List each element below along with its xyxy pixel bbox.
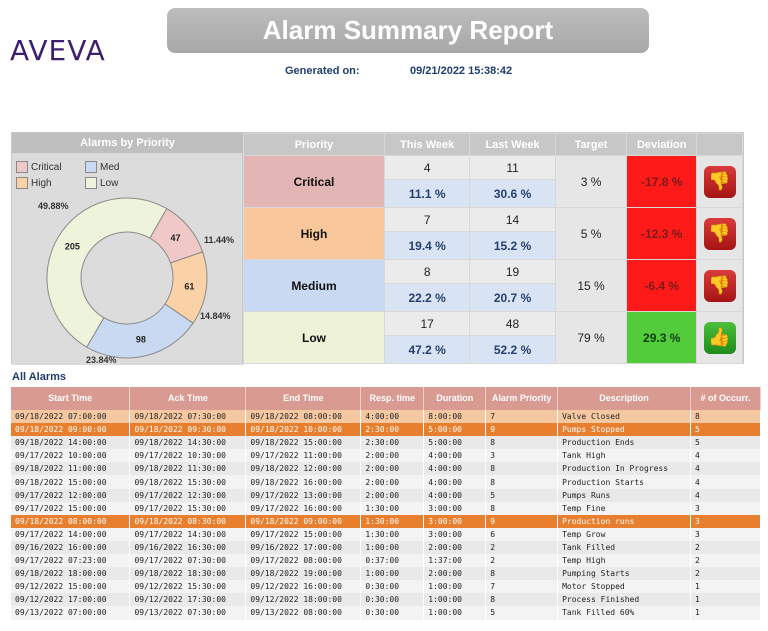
cell-end-time: 09/17/2022 13:00:00 bbox=[246, 489, 361, 502]
cell-duration: 5:00:00 bbox=[424, 436, 486, 449]
cell-duration: 5:00:00 bbox=[424, 423, 486, 436]
kpi-thumb-cell-low bbox=[697, 312, 743, 364]
cell-occurrences: 3 bbox=[691, 515, 761, 528]
generated-value: 09/21/2022 15:38:42 bbox=[410, 65, 513, 77]
kpi-thumb-cell-critical bbox=[697, 156, 743, 208]
cell-occurrences: 5 bbox=[691, 436, 761, 449]
table-row[interactable] bbox=[11, 449, 761, 462]
cell-resp-time: 1:30:00 bbox=[361, 502, 424, 515]
pie-value-critical: 47 bbox=[170, 232, 181, 243]
cell-resp-time: 0:30:00 bbox=[361, 593, 424, 606]
cell-start-time: 09/13/2022 07:00:00 bbox=[11, 606, 130, 619]
legend-item-critical bbox=[16, 161, 62, 173]
kpi-header-deviation: Deviation bbox=[627, 134, 697, 156]
thumbs-down-icon[interactable]: 👎 bbox=[704, 218, 736, 250]
cell-start-time: 09/18/2022 09:00:00 bbox=[11, 423, 130, 436]
pct-label-low: 49.88% bbox=[38, 201, 69, 211]
cell-duration: 1:00:00 bbox=[424, 580, 486, 593]
col-description: Description bbox=[558, 387, 691, 410]
cell-alarm-priority: 9 bbox=[486, 515, 558, 528]
col-ack-time: Ack Time bbox=[130, 387, 246, 410]
cell-duration: 8:00:00 bbox=[424, 410, 486, 423]
cell-occurrences: 2 bbox=[691, 554, 761, 567]
pct-label-critical: 11.44% bbox=[204, 235, 235, 245]
cell-resp-time: 1:00:00 bbox=[361, 567, 424, 580]
table-row[interactable] bbox=[11, 502, 761, 515]
cell-duration: 4:00:00 bbox=[424, 462, 486, 475]
cell-ack-time: 09/18/2022 14:30:00 bbox=[130, 436, 246, 449]
cell-description: Production Ends bbox=[558, 436, 691, 449]
table-row[interactable] bbox=[11, 554, 761, 567]
kpi-deviation-critical: -17.8 % bbox=[627, 156, 697, 208]
cell-end-time: 09/18/2022 19:00:00 bbox=[246, 567, 361, 580]
cell-start-time: 09/17/2022 10:00:00 bbox=[11, 449, 130, 462]
cell-start-time: 09/18/2022 14:00:00 bbox=[11, 436, 130, 449]
kpi-last-count-high: 14 bbox=[470, 208, 555, 232]
cell-alarm-priority: 2 bbox=[486, 554, 558, 567]
cell-description: Tank Filled bbox=[558, 541, 691, 554]
kpi-header-priority: Priority bbox=[244, 134, 385, 156]
kpi-this-count-low: 17 bbox=[384, 312, 469, 336]
kpi-row-high bbox=[244, 208, 743, 232]
generated-label: Generated on: bbox=[285, 65, 360, 77]
kpi-this-count-critical: 4 bbox=[384, 156, 469, 180]
cell-duration: 1:37:00 bbox=[424, 554, 486, 567]
cell-occurrences: 8 bbox=[691, 410, 761, 423]
kpi-target-critical: 3 % bbox=[555, 156, 627, 208]
pie-value-low: 205 bbox=[64, 241, 80, 252]
legend-item-high bbox=[16, 177, 52, 189]
cell-start-time: 09/17/2022 07:23:00 bbox=[11, 554, 130, 567]
cell-description: Temp High bbox=[558, 554, 691, 567]
kpi-target-medium: 15 % bbox=[555, 260, 627, 312]
cell-start-time: 09/18/2022 15:00:00 bbox=[11, 475, 130, 488]
cell-alarm-priority: 8 bbox=[486, 462, 558, 475]
cell-end-time: 09/12/2022 16:00:00 bbox=[246, 580, 361, 593]
cell-occurrences: 2 bbox=[691, 541, 761, 554]
cell-ack-time: 09/18/2022 15:30:00 bbox=[130, 475, 246, 488]
alarms-header-row bbox=[11, 387, 761, 410]
cell-resp-time: 2:00:00 bbox=[361, 489, 424, 502]
kpi-this-count-high: 7 bbox=[384, 208, 469, 232]
cell-start-time: 09/18/2022 07:00:00 bbox=[11, 410, 130, 423]
cell-start-time: 09/12/2022 17:00:00 bbox=[11, 593, 130, 606]
table-row[interactable] bbox=[11, 410, 761, 423]
kpi-header-row bbox=[244, 134, 743, 156]
cell-start-time: 09/18/2022 11:00:00 bbox=[11, 462, 130, 475]
cell-end-time: 09/18/2022 09:00:00 bbox=[246, 515, 361, 528]
kpi-this-pct-medium: 22.2 % bbox=[384, 284, 469, 312]
cell-duration: 4:00:00 bbox=[424, 449, 486, 462]
kpi-last-count-medium: 19 bbox=[470, 260, 555, 284]
legend-label-critical: Critical bbox=[31, 161, 62, 173]
cell-end-time: 09/18/2022 12:00:00 bbox=[246, 462, 361, 475]
cell-description: Production Starts bbox=[558, 475, 691, 488]
kpi-row-medium bbox=[244, 260, 743, 284]
kpi-row-low bbox=[244, 312, 743, 336]
cell-alarm-priority: 6 bbox=[486, 528, 558, 541]
cell-resp-time: 2:30:00 bbox=[361, 436, 424, 449]
cell-occurrences: 1 bbox=[691, 593, 761, 606]
cell-end-time: 09/17/2022 15:00:00 bbox=[246, 528, 361, 541]
col-start-time: Start Time bbox=[11, 387, 130, 410]
cell-occurrences: 4 bbox=[691, 449, 761, 462]
cell-ack-time: 09/12/2022 15:30:00 bbox=[130, 580, 246, 593]
kpi-priority-critical: Critical bbox=[244, 156, 385, 208]
kpi-target-low: 79 % bbox=[555, 312, 627, 364]
kpi-priority-low: Low bbox=[244, 312, 385, 364]
cell-description: Pumping Starts bbox=[558, 567, 691, 580]
cell-start-time: 09/18/2022 08:00:00 bbox=[11, 515, 130, 528]
table-row[interactable] bbox=[11, 462, 761, 475]
cell-description: Temp Fine bbox=[558, 502, 691, 515]
cell-ack-time: 09/18/2022 08:30:00 bbox=[130, 515, 246, 528]
cell-description: Process Finished bbox=[558, 593, 691, 606]
kpi-header-this-week: This Week bbox=[384, 134, 469, 156]
thumbs-down-icon[interactable]: 👎 bbox=[704, 166, 736, 198]
cell-ack-time: 09/12/2022 17:30:00 bbox=[130, 593, 246, 606]
table-row[interactable] bbox=[11, 593, 761, 606]
cell-alarm-priority: 9 bbox=[486, 423, 558, 436]
thumbs-down-icon[interactable]: 👎 bbox=[704, 270, 736, 302]
legend-label-low: Low bbox=[100, 177, 119, 189]
table-row[interactable] bbox=[11, 606, 761, 619]
cell-occurrences: 4 bbox=[691, 489, 761, 502]
cell-ack-time: 09/18/2022 07:30:00 bbox=[130, 410, 246, 423]
cell-alarm-priority: 5 bbox=[486, 606, 558, 619]
cell-end-time: 09/17/2022 11:00:00 bbox=[246, 449, 361, 462]
kpi-this-pct-high: 19.4 % bbox=[384, 232, 469, 260]
cell-start-time: 09/18/2022 18:00:00 bbox=[11, 567, 130, 580]
cell-resp-time: 1:30:00 bbox=[361, 515, 424, 528]
kpi-last-pct-low: 52.2 % bbox=[470, 336, 555, 364]
cell-ack-time: 09/18/2022 11:30:00 bbox=[130, 462, 246, 475]
cell-resp-time: 4:00:00 bbox=[361, 410, 424, 423]
kpi-row-critical bbox=[244, 156, 743, 180]
cell-occurrences: 3 bbox=[691, 502, 761, 515]
legend-item-med bbox=[85, 161, 119, 173]
col-occurrences: # of Occurr. bbox=[691, 387, 761, 410]
cell-ack-time: 09/17/2022 14:30:00 bbox=[130, 528, 246, 541]
all-alarms-title: All Alarms bbox=[12, 371, 67, 383]
cell-resp-time: 2:30:00 bbox=[361, 423, 424, 436]
kpi-this-count-medium: 8 bbox=[384, 260, 469, 284]
cell-alarm-priority: 8 bbox=[486, 436, 558, 449]
cell-alarm-priority: 2 bbox=[486, 541, 558, 554]
cell-end-time: 09/18/2022 08:00:00 bbox=[246, 410, 361, 423]
cell-occurrences: 2 bbox=[691, 567, 761, 580]
cell-occurrences: 4 bbox=[691, 475, 761, 488]
kpi-last-count-low: 48 bbox=[470, 312, 555, 336]
cell-description: Tank High bbox=[558, 449, 691, 462]
kpi-target-high: 5 % bbox=[555, 208, 627, 260]
table-row[interactable] bbox=[11, 580, 761, 593]
cell-resp-time: 0:30:00 bbox=[361, 606, 424, 619]
summary-panel bbox=[11, 132, 744, 364]
kpi-last-count-critical: 11 bbox=[470, 156, 555, 180]
table-row[interactable] bbox=[11, 489, 761, 502]
kpi-this-pct-critical: 11.1 % bbox=[384, 180, 469, 208]
cell-end-time: 09/12/2022 18:00:00 bbox=[246, 593, 361, 606]
kpi-thumb-cell-high bbox=[697, 208, 743, 260]
cell-alarm-priority: 5 bbox=[486, 489, 558, 502]
cell-duration: 4:00:00 bbox=[424, 489, 486, 502]
cell-description: Pumps Runs bbox=[558, 489, 691, 502]
kpi-priority-high: High bbox=[244, 208, 385, 260]
cell-ack-time: 09/17/2022 07:30:00 bbox=[130, 554, 246, 567]
kpi-last-pct-medium: 20.7 % bbox=[470, 284, 555, 312]
col-duration: Duration bbox=[424, 387, 486, 410]
pct-label-high: 14.84% bbox=[200, 311, 231, 321]
kpi-last-pct-high: 15.2 % bbox=[470, 232, 555, 260]
cell-ack-time: 09/13/2022 07:30:00 bbox=[130, 606, 246, 619]
cell-end-time: 09/18/2022 16:00:00 bbox=[246, 475, 361, 488]
cell-occurrences: 4 bbox=[691, 462, 761, 475]
kpi-deviation-medium: -6.4 % bbox=[627, 260, 697, 312]
all-alarms-table bbox=[11, 387, 761, 620]
pie-chart-title: Alarms by Priority bbox=[12, 133, 243, 153]
kpi-thumb-cell-medium bbox=[697, 260, 743, 312]
pct-label-med: 23.84% bbox=[86, 355, 117, 365]
cell-resp-time: 2:00:00 bbox=[361, 475, 424, 488]
donut-chart bbox=[42, 193, 212, 363]
kpi-header-last-week: Last Week bbox=[470, 134, 555, 156]
cell-ack-time: 09/16/2022 16:30:00 bbox=[130, 541, 246, 554]
kpi-header-target: Target bbox=[555, 134, 627, 156]
cell-duration: 3:00:00 bbox=[424, 502, 486, 515]
cell-duration: 1:00:00 bbox=[424, 593, 486, 606]
table-row[interactable] bbox=[11, 436, 761, 449]
cell-resp-time: 1:00:00 bbox=[361, 541, 424, 554]
cell-resp-time: 2:00:00 bbox=[361, 449, 424, 462]
legend-swatch-med bbox=[85, 161, 97, 173]
thumbs-up-icon[interactable]: 👍 bbox=[704, 322, 736, 354]
pie-value-med: 98 bbox=[135, 334, 146, 345]
cell-ack-time: 09/17/2022 10:30:00 bbox=[130, 449, 246, 462]
priority-kpi-table bbox=[243, 133, 743, 364]
cell-start-time: 09/17/2022 12:00:00 bbox=[11, 489, 130, 502]
pie-slice-med bbox=[87, 304, 193, 358]
cell-end-time: 09/13/2022 08:00:00 bbox=[246, 606, 361, 619]
cell-alarm-priority: 8 bbox=[486, 567, 558, 580]
cell-ack-time: 09/18/2022 09:30:00 bbox=[130, 423, 246, 436]
cell-alarm-priority: 3 bbox=[486, 449, 558, 462]
cell-duration: 3:00:00 bbox=[424, 515, 486, 528]
kpi-deviation-low: 29.3 % bbox=[627, 312, 697, 364]
cell-occurrences: 1 bbox=[691, 580, 761, 593]
table-row[interactable] bbox=[11, 567, 761, 580]
cell-description: Pumps Stopped bbox=[558, 423, 691, 436]
cell-alarm-priority: 8 bbox=[486, 502, 558, 515]
cell-resp-time: 2:00:00 bbox=[361, 462, 424, 475]
cell-resp-time: 0:37:00 bbox=[361, 554, 424, 567]
kpi-this-pct-low: 47.2 % bbox=[384, 336, 469, 364]
cell-alarm-priority: 8 bbox=[486, 475, 558, 488]
cell-duration: 1:00:00 bbox=[424, 606, 486, 619]
legend-label-high: High bbox=[31, 177, 52, 189]
cell-ack-time: 09/17/2022 12:30:00 bbox=[130, 489, 246, 502]
cell-ack-time: 09/17/2022 15:30:00 bbox=[130, 502, 246, 515]
cell-resp-time: 0:30:00 bbox=[361, 580, 424, 593]
legend-label-med: Med bbox=[100, 161, 120, 173]
report-title-banner bbox=[167, 8, 649, 53]
cell-start-time: 09/17/2022 15:00:00 bbox=[11, 502, 130, 515]
cell-start-time: 09/16/2022 16:00:00 bbox=[11, 541, 130, 554]
col-end-time: End Time bbox=[246, 387, 361, 410]
cell-description: Valve Closed bbox=[558, 410, 691, 423]
table-row[interactable] bbox=[11, 515, 761, 528]
table-row[interactable] bbox=[11, 423, 761, 436]
cell-end-time: 09/16/2022 17:00:00 bbox=[246, 541, 361, 554]
cell-occurrences: 5 bbox=[691, 423, 761, 436]
cell-description: Temp Grow bbox=[558, 528, 691, 541]
cell-duration: 2:00:00 bbox=[424, 541, 486, 554]
col-resp-time: Resp. time bbox=[361, 387, 424, 410]
cell-description: Production In Progress bbox=[558, 462, 691, 475]
cell-alarm-priority: 7 bbox=[486, 410, 558, 423]
cell-duration: 4:00:00 bbox=[424, 475, 486, 488]
col-alarm-priority: Alarm Priority bbox=[486, 387, 558, 410]
table-row[interactable] bbox=[11, 528, 761, 541]
cell-occurrences: 1 bbox=[691, 606, 761, 619]
cell-duration: 3:00:00 bbox=[424, 528, 486, 541]
kpi-header-thumb bbox=[697, 134, 743, 156]
cell-end-time: 09/17/2022 08:00:00 bbox=[246, 554, 361, 567]
pie-value-high: 61 bbox=[184, 281, 195, 292]
aveva-logo: AVEVA bbox=[10, 34, 106, 67]
kpi-priority-medium: Medium bbox=[244, 260, 385, 312]
cell-start-time: 09/12/2022 15:00:00 bbox=[11, 580, 130, 593]
legend-item-low bbox=[85, 177, 118, 189]
table-row[interactable] bbox=[11, 541, 761, 554]
legend-swatch-low bbox=[85, 177, 97, 189]
cell-end-time: 09/18/2022 10:00:00 bbox=[246, 423, 361, 436]
cell-end-time: 09/17/2022 16:00:00 bbox=[246, 502, 361, 515]
pie-chart-panel bbox=[12, 133, 243, 365]
cell-description: Production runs bbox=[558, 515, 691, 528]
cell-description: Tank Filled 60% bbox=[558, 606, 691, 619]
cell-description: Motor Stopped bbox=[558, 580, 691, 593]
cell-alarm-priority: 8 bbox=[486, 593, 558, 606]
kpi-last-pct-critical: 30.6 % bbox=[470, 180, 555, 208]
report-title: Alarm Summary Report bbox=[262, 15, 554, 45]
cell-end-time: 09/18/2022 15:00:00 bbox=[246, 436, 361, 449]
cell-start-time: 09/17/2022 14:00:00 bbox=[11, 528, 130, 541]
cell-alarm-priority: 7 bbox=[486, 580, 558, 593]
legend-swatch-high bbox=[16, 177, 28, 189]
legend-swatch-critical bbox=[16, 161, 28, 173]
kpi-deviation-high: -12.3 % bbox=[627, 208, 697, 260]
cell-duration: 2:00:00 bbox=[424, 567, 486, 580]
table-row[interactable] bbox=[11, 475, 761, 488]
cell-ack-time: 09/18/2022 18:30:00 bbox=[130, 567, 246, 580]
cell-resp-time: 1:30:00 bbox=[361, 528, 424, 541]
cell-occurrences: 3 bbox=[691, 528, 761, 541]
